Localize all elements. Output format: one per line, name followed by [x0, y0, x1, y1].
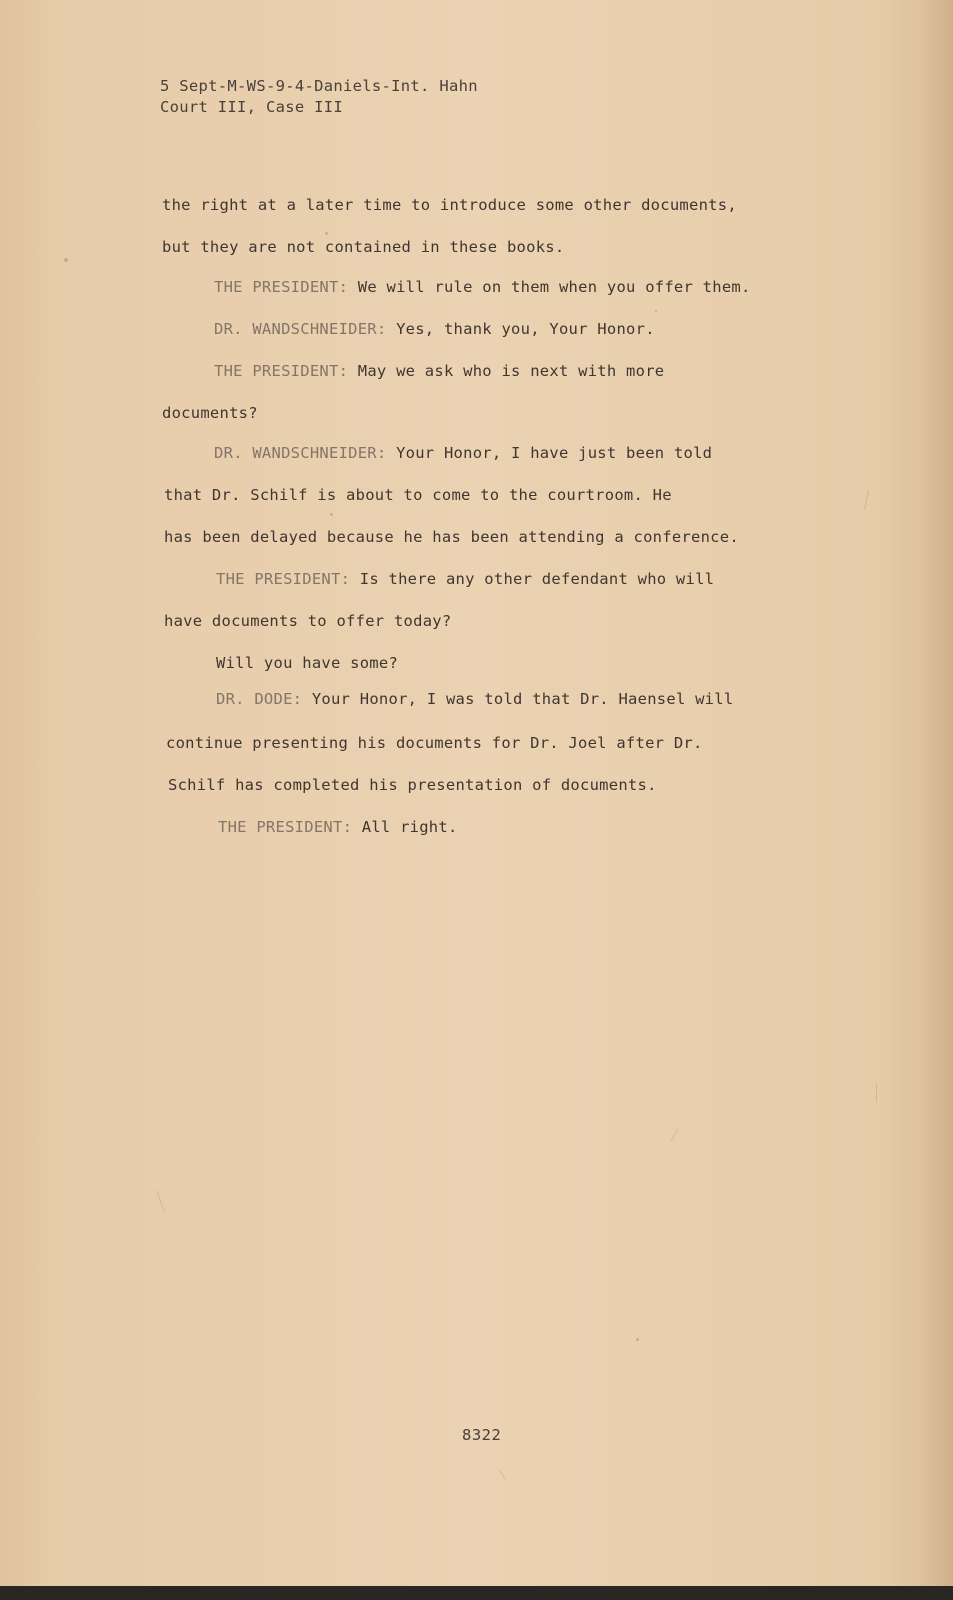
- transcript-line: [216, 690, 733, 708]
- transcript-line: [164, 612, 451, 630]
- speaker-label: THE PRESIDENT:: [214, 278, 349, 296]
- line-text: has been delayed because he has been attending a conference.: [164, 528, 739, 546]
- speaker-label: THE PRESIDENT:: [218, 818, 353, 836]
- line-text: documents?: [162, 404, 258, 422]
- paper-fiber: [876, 1084, 877, 1102]
- transcript-line: [168, 776, 657, 794]
- transcript-line: [218, 818, 458, 836]
- line-text: have documents to offer today?: [164, 612, 452, 630]
- paper-speck: [325, 232, 328, 235]
- line-text: Schilf has completed his presentation of documents.: [168, 776, 657, 794]
- speaker-label: DR. WANDSCHNEIDER:: [214, 320, 387, 338]
- transcript-line: [164, 486, 672, 504]
- transcript-line: [214, 444, 712, 462]
- line-text: We will rule on them when you offer them.: [348, 278, 751, 296]
- page-number: 8322: [462, 1426, 502, 1444]
- speaker-label: DR. DODE:: [216, 690, 303, 708]
- line-text: the right at a later time to introduce some other documents,: [162, 196, 737, 214]
- transcript-line: [214, 362, 664, 380]
- line-text: Yes, thank you, Your Honor.: [386, 320, 655, 338]
- paper-speck: [655, 310, 657, 312]
- line-text: Your Honor, I was told that Dr. Haensel will: [302, 690, 734, 708]
- line-text: Will you have some?: [216, 654, 399, 672]
- speaker-label: THE PRESIDENT:: [214, 362, 349, 380]
- line-text: that Dr. Schilf is about to come to the courtroom. He: [164, 486, 672, 504]
- line-text: Your Honor, I have just been told: [386, 444, 713, 462]
- scan-bottom-edge: [0, 1586, 953, 1600]
- paper-fiber: [156, 1190, 164, 1211]
- paper-fiber: [500, 1470, 506, 1479]
- line-text: but they are not contained in these books.: [162, 238, 565, 256]
- paper-speck: [636, 1338, 639, 1341]
- transcript-line: [166, 734, 703, 752]
- line-text: All right.: [352, 818, 458, 836]
- transcript-line: [216, 654, 398, 672]
- line-text: Is there any other defendant who will: [350, 570, 715, 588]
- paper-speck: [64, 258, 68, 262]
- transcript-line: [216, 570, 714, 588]
- paper-speck: [330, 513, 333, 516]
- paper-fiber: [671, 1129, 679, 1142]
- speaker-label: DR. WANDSCHNEIDER:: [214, 444, 387, 462]
- transcript-line: [162, 196, 737, 214]
- speaker-label: THE PRESIDENT:: [216, 570, 351, 588]
- line-text: May we ask who is next with more: [348, 362, 665, 380]
- document-header: [160, 76, 478, 118]
- header-line-2: Court III, Case III: [160, 98, 344, 116]
- header-line-1: 5 Sept-M-WS-9-4-Daniels-Int. Hahn: [160, 77, 478, 95]
- line-text: continue presenting his documents for Dr. Joel after Dr.: [166, 734, 703, 752]
- transcript-line: [162, 404, 258, 422]
- page-edge-shadow: [917, 0, 953, 1600]
- transcript-line: [214, 320, 655, 338]
- transcript-line: [214, 278, 751, 296]
- transcript-line: [164, 528, 739, 546]
- paper-fiber: [864, 490, 869, 510]
- transcript-line: [162, 238, 564, 256]
